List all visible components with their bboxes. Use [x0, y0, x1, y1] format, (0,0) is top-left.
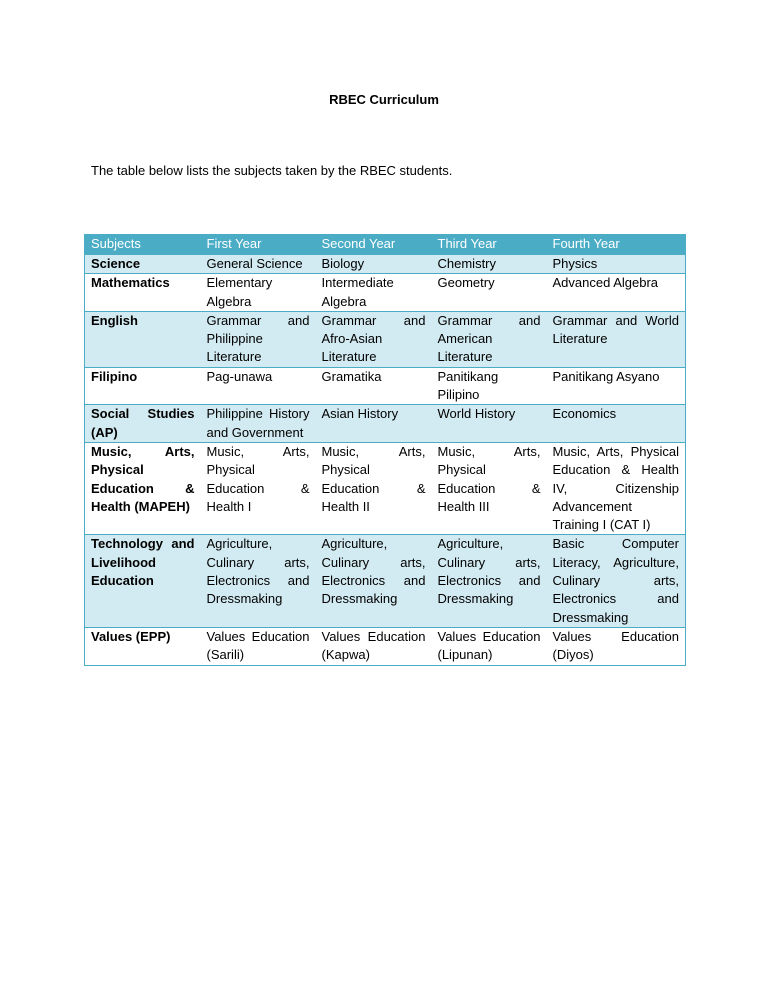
- table-row: [85, 405, 686, 443]
- table-cell: Physics: [547, 255, 686, 274]
- table-cell: Grammar and Philippine Literature: [201, 311, 316, 367]
- table-cell: Agriculture, Culinary arts, Electronics and Dressmaking: [316, 535, 432, 627]
- subject-cell: Mathematics: [85, 274, 201, 312]
- table-cell: Grammar and World Literature: [547, 311, 686, 367]
- table-cell: Economics: [547, 405, 686, 443]
- table-cell: Agriculture, Culinary arts, Electronics and Dressmaking: [432, 535, 547, 627]
- table-row: [85, 274, 686, 312]
- table-cell: Asian History: [316, 405, 432, 443]
- table-row: [85, 535, 686, 627]
- subject-cell: Values (EPP): [85, 627, 201, 665]
- table-header: [85, 234, 686, 255]
- table-cell: Agriculture, Culinary arts, Electronics and Dressmaking: [201, 535, 316, 627]
- table-row: [85, 311, 686, 367]
- table-cell: Gramatika: [316, 367, 432, 405]
- header-cell-first-year: First Year: [201, 234, 316, 255]
- header-cell-third-year: Third Year: [432, 234, 547, 255]
- header-cell-subjects: Subjects: [85, 234, 201, 255]
- table-cell: Music, Arts, Physical Education & Health I: [201, 442, 316, 534]
- table-cell: World History: [432, 405, 547, 443]
- table-cell: Biology: [316, 255, 432, 274]
- table-cell: Intermediate Algebra: [316, 274, 432, 312]
- table-cell: Panitikang Pilipino: [432, 367, 547, 405]
- subject-cell: Music, Arts, Physical Education & Health (MAPEH): [85, 442, 201, 534]
- curriculum-table: [84, 234, 686, 666]
- table-cell: General Science: [201, 255, 316, 274]
- subject-cell: Technology and Livelihood Education: [85, 535, 201, 627]
- table-cell: Chemistry: [432, 255, 547, 274]
- header-cell-second-year: Second Year: [316, 234, 432, 255]
- table-cell: Elementary Algebra: [201, 274, 316, 312]
- table-cell: Pag-unawa: [201, 367, 316, 405]
- subject-cell: Science: [85, 255, 201, 274]
- table-cell: Grammar and Afro-Asian Literature: [316, 311, 432, 367]
- table-body: [85, 255, 686, 666]
- table-cell: Values Education (Sarili): [201, 627, 316, 665]
- header-row: [85, 234, 686, 255]
- table-cell: Philippine History and Government: [201, 405, 316, 443]
- subject-cell: Filipino: [85, 367, 201, 405]
- table-cell: Advanced Algebra: [547, 274, 686, 312]
- table-cell: Music, Arts, Physical Education & Health III: [432, 442, 547, 534]
- table-cell: Music, Arts, Physical Education & Health II: [316, 442, 432, 534]
- subject-cell: English: [85, 311, 201, 367]
- table-cell: Music, Arts, Physical Education & Health IV, Citizenship Advancement Training I (CAT I): [547, 442, 686, 534]
- table-cell: Values Education (Diyos): [547, 627, 686, 665]
- table-cell: Basic Computer Literacy, Agriculture, Culinary arts, Electronics and Dressmaking: [547, 535, 686, 627]
- table-row: [85, 627, 686, 665]
- page-title: RBEC Curriculum: [329, 92, 439, 107]
- intro-paragraph: The table below lists the subjects taken by the RBEC students.: [91, 163, 453, 178]
- table-row: [85, 367, 686, 405]
- table-cell: Panitikang Asyano: [547, 367, 686, 405]
- header-cell-fourth-year: Fourth Year: [547, 234, 686, 255]
- table-row: [85, 255, 686, 274]
- table-cell: Values Education (Kapwa): [316, 627, 432, 665]
- table-row: [85, 442, 686, 534]
- table-cell: Values Education (Lipunan): [432, 627, 547, 665]
- table-cell: Grammar and American Literature: [432, 311, 547, 367]
- table-cell: Geometry: [432, 274, 547, 312]
- subject-cell: Social Studies (AP): [85, 405, 201, 443]
